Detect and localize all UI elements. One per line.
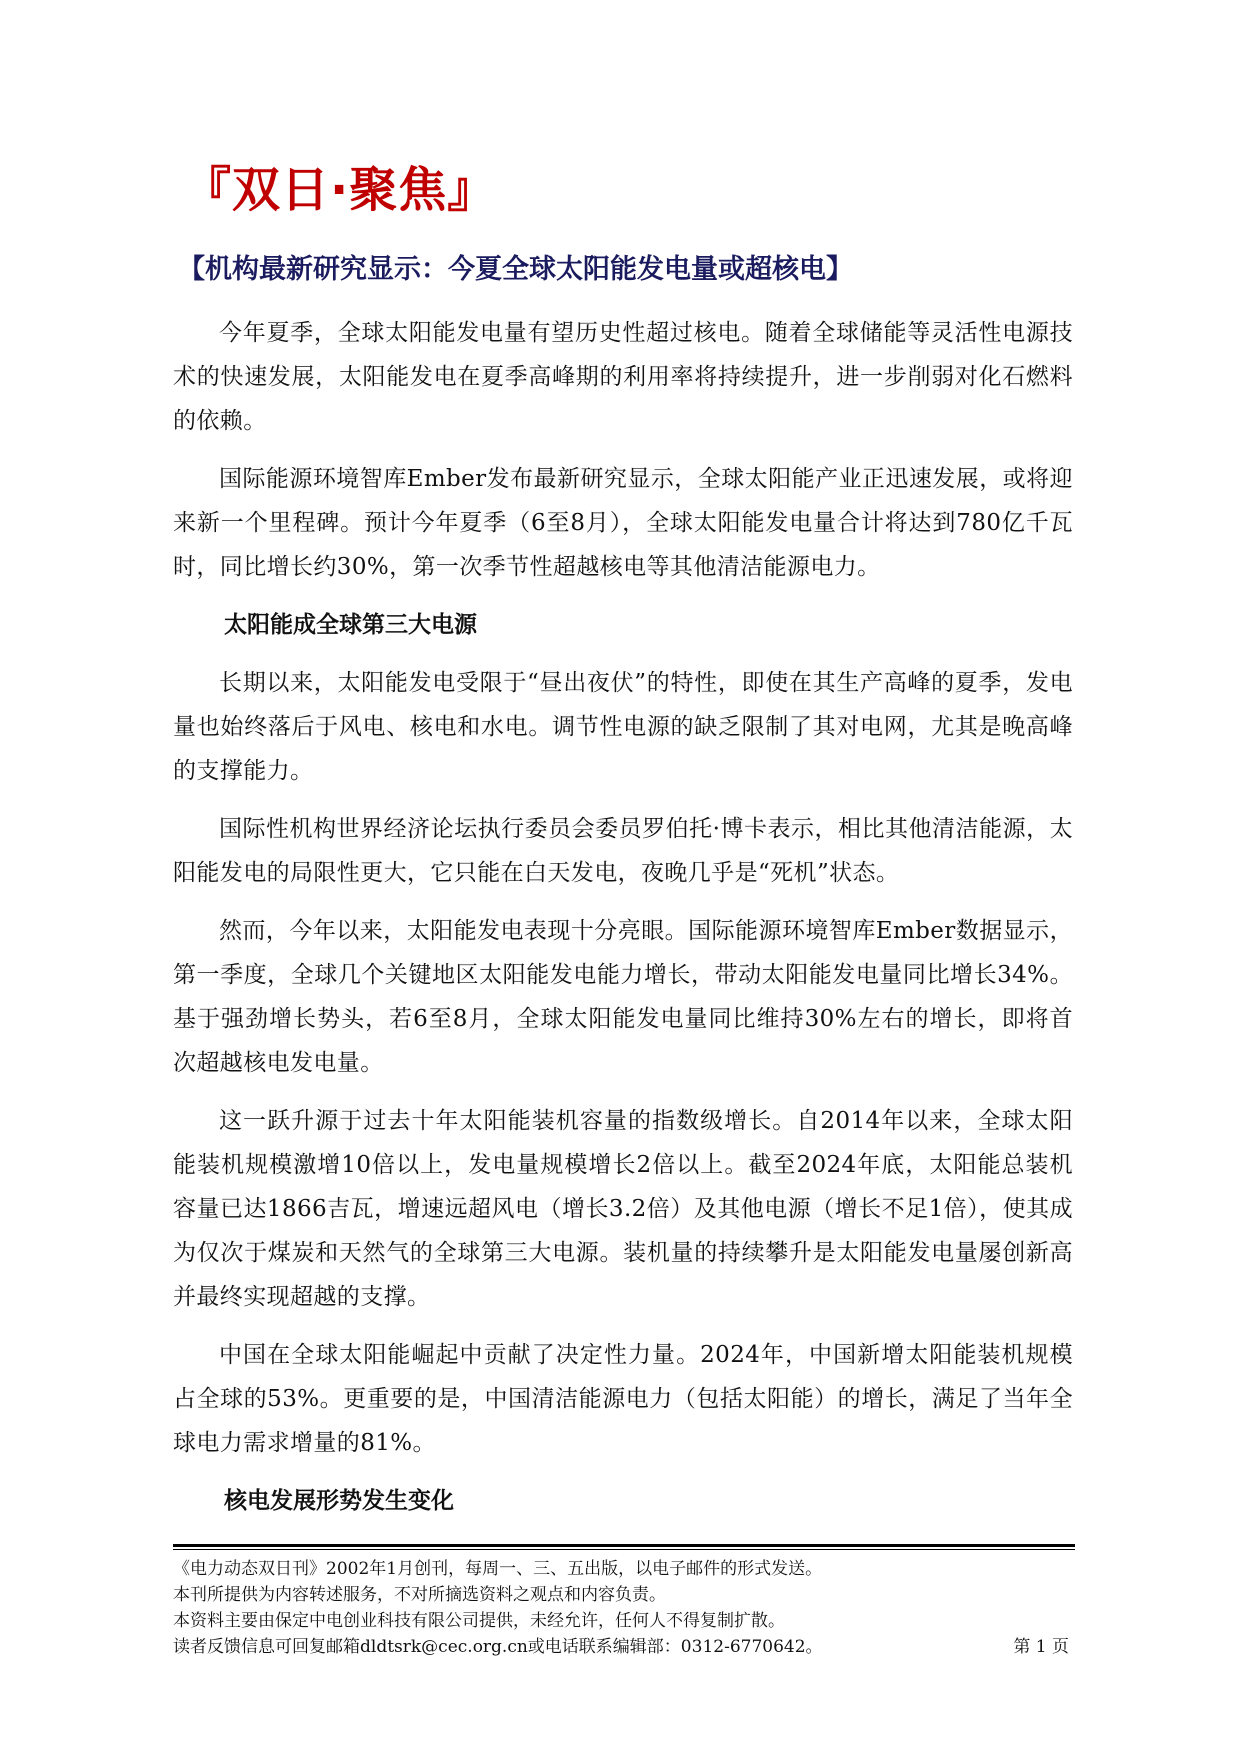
subheading: 太阳能成全球第三大电源 [224,612,477,638]
section-title: 『双日·聚焦』 [183,162,497,218]
footer-line: 本资料主要由保定中电创业科技有限公司提供，未经允许，任何人不得复制扩散。 [173,1611,785,1631]
article-title: 【机构最新研究显示：今夏全球太阳能发电量或超核电】 [178,254,853,285]
page-number: 第 1 页 [1013,1637,1069,1657]
article-body [173,311,1073,1537]
paragraph: 长期以来，太阳能发电受限于“昼出夜伏”的特性，即使在其生产高峰的夏季，发电量也始终落后于风电、核电和水电。调节性电源的缺乏限制了其对电网，尤其是晚高峰的支撑能力。 [173,670,1073,784]
footer-line: 本刊所提供为内容转述服务，不对所摘选资料之观点和内容负责。 [173,1585,666,1605]
footer-notes [173,1556,1075,1660]
paragraph: 中国在全球太阳能崛起中贡献了决定性力量。2024年，中国新增太阳能装机规模占全球的53%。更重要的是，中国清洁能源电力（包括太阳能）的增长，满足了当年全球电力需求增量的81%。 [173,1342,1073,1456]
paragraph: 国际能源环境智库Ember发布最新研究显示，全球太阳能产业正迅速发展，或将迎来新一个里程碑。预计今年夏季（6至8月），全球太阳能发电量合计将达到780亿千瓦时，同比增长约30%，第一次季节性超越核电等其他清洁能源电力。 [173,466,1073,580]
paragraph: 今年夏季，全球太阳能发电量有望历史性超过核电。随着全球储能等灵活性电源技术的快速发展，太阳能发电在夏季高峰期的利用率将持续提升，进一步削弱对化石燃料的依赖。 [173,320,1073,434]
footer-divider [173,1544,1075,1547]
paragraph: 这一跃升源于过去十年太阳能装机容量的指数级增长。自2014年以来，全球太阳能装机规模激增10倍以上，发电量规模增长2倍以上。截至2024年底，太阳能总装机容量已达1866吉瓦，增速远超风电（增长3.2倍）及其他电源（增长不足1倍），使其成为仅次于煤炭和天然气的全球第三大电源。装机量的持续攀升是太阳能发电量屡创新高并最终实现超越的支撑。 [173,1108,1073,1310]
paragraph: 然而，今年以来，太阳能发电表现十分亮眼。国际能源环境智库Ember数据显示，第一季度，全球几个关键地区太阳能发电能力增长，带动太阳能发电量同比增长34%。基于强劲增长势头，若6至8月，全球太阳能发电量同比维持30%左右的增长，即将首次超越核电发电量。 [173,918,1073,1076]
footer-line: 《电力动态双日刊》2002年1月创刊，每周一、三、五出版，以电子邮件的形式发送。 [173,1559,823,1579]
subheading: 核电发展形势发生变化 [224,1488,454,1514]
footer-line: 读者反馈信息可回复邮箱dldtsrk@cec.org.cn或电话联系编辑部：0312-6770642。 [173,1637,823,1657]
footer [173,1544,1075,1660]
paragraph: 国际性机构世界经济论坛执行委员会委员罗伯托·博卡表示，相比其他清洁能源，太阳能发电的局限性更大，它只能在白天发电，夜晚几乎是“死机”状态。 [173,816,1073,886]
footer-divider-thin [173,1549,1075,1550]
